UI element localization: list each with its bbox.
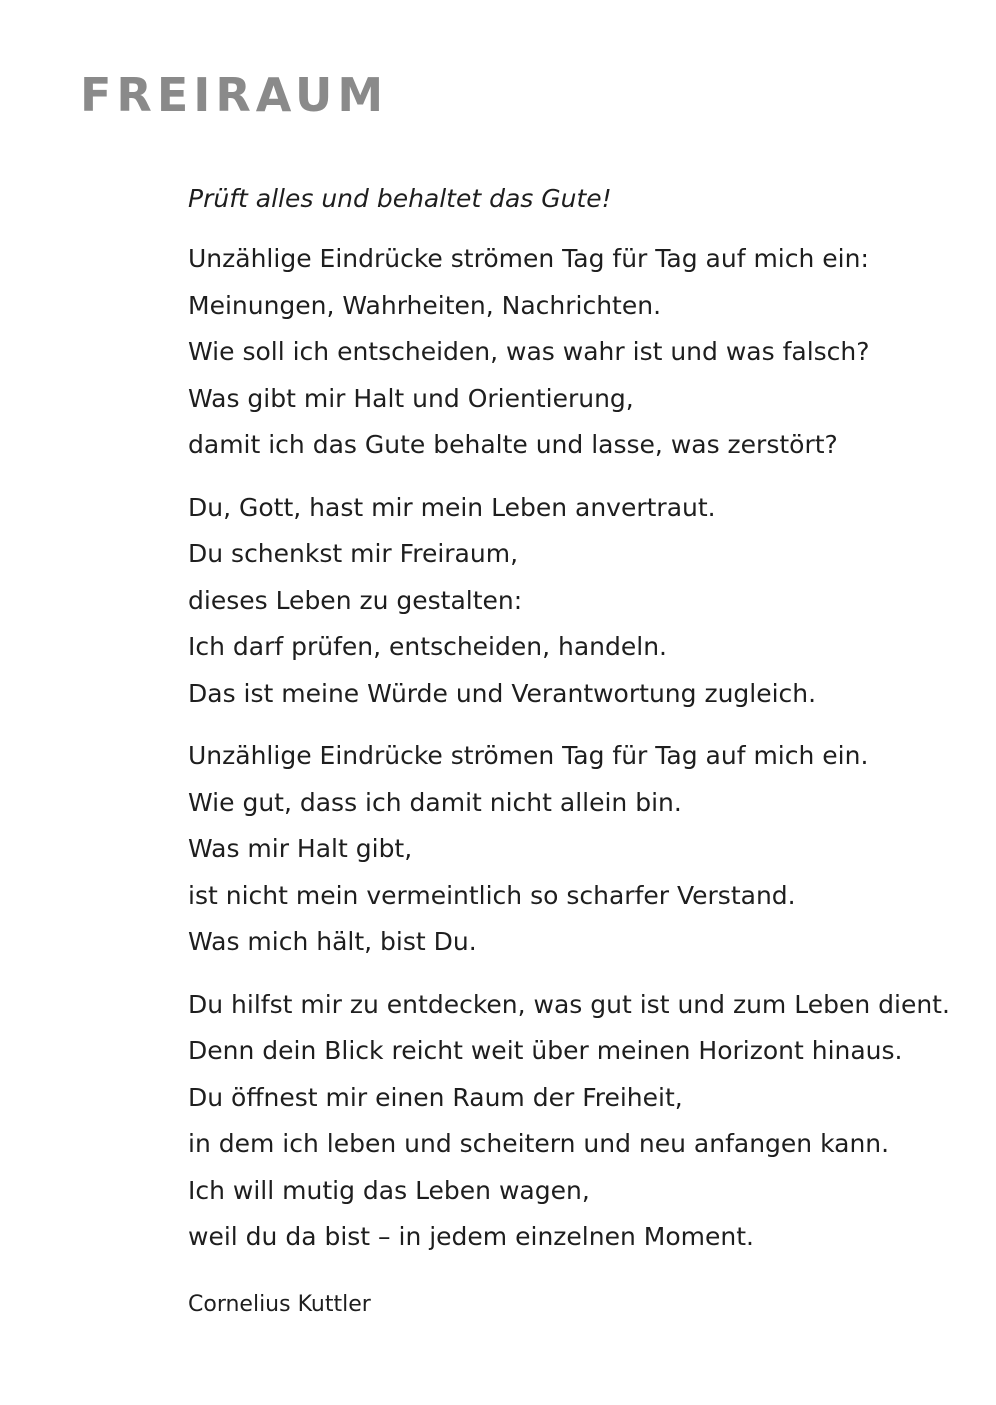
poem	[188, 176, 978, 1325]
poem-line: Ich will mutig das Leben wagen,	[188, 1175, 590, 1205]
poem-line: Was gibt mir Halt und Orientierung,	[188, 383, 634, 413]
stanza	[188, 485, 978, 718]
poem-line: weil du da bist – in jedem einzelnen Moment.	[188, 1222, 754, 1251]
author: Cornelius Kuttler	[188, 1291, 371, 1317]
poem-line: Denn dein Blick reicht weit über meinen Horizont hinaus.	[188, 1036, 903, 1065]
poem-line: Wie gut, dass ich damit nicht allein bin.	[188, 787, 682, 817]
poem-line: Du öffnest mir einen Raum der Freiheit,	[188, 1082, 683, 1112]
page-title: FREIRAUM	[80, 68, 389, 122]
poem-line: Du hilfst mir zu entdecken, was gut ist und zum Leben dient.	[188, 989, 950, 1019]
poem-line: dieses Leben zu gestalten:	[188, 585, 523, 615]
poem-line: Unzählige Eindrücke strömen Tag für Tag auf mich ein:	[188, 244, 869, 273]
poem-line: Du, Gott, hast mir mein Leben anvertraut.	[188, 492, 716, 522]
poem-line: Das ist meine Würde und Verantwortung zugleich.	[188, 678, 817, 708]
poem-line: in dem ich leben und scheitern und neu anfangen kann.	[188, 1129, 890, 1158]
motto: Prüft alles und behaltet das Gute!	[188, 184, 612, 213]
poem-line: damit ich das Gute behalte und lasse, was zerstört?	[188, 430, 838, 459]
poem-line: Wie soll ich entscheiden, was wahr ist und was falsch?	[188, 337, 870, 366]
poem-line: ist nicht mein vermeintlich so scharfer Verstand.	[188, 880, 796, 910]
stanza	[188, 982, 978, 1261]
stanza	[188, 733, 978, 966]
poem-line: Was mir Halt gibt,	[188, 834, 413, 863]
poem-line: Was mich hält, bist Du.	[188, 927, 477, 956]
poem-line: Unzählige Eindrücke strömen Tag für Tag auf mich ein.	[188, 741, 869, 770]
poem-line: Meinungen, Wahrheiten, Nachrichten.	[188, 290, 662, 320]
poem-line: Ich darf prüfen, entscheiden, handeln.	[188, 632, 667, 661]
stanza	[188, 236, 978, 469]
poem-line: Du schenkst mir Freiraum,	[188, 539, 519, 568]
